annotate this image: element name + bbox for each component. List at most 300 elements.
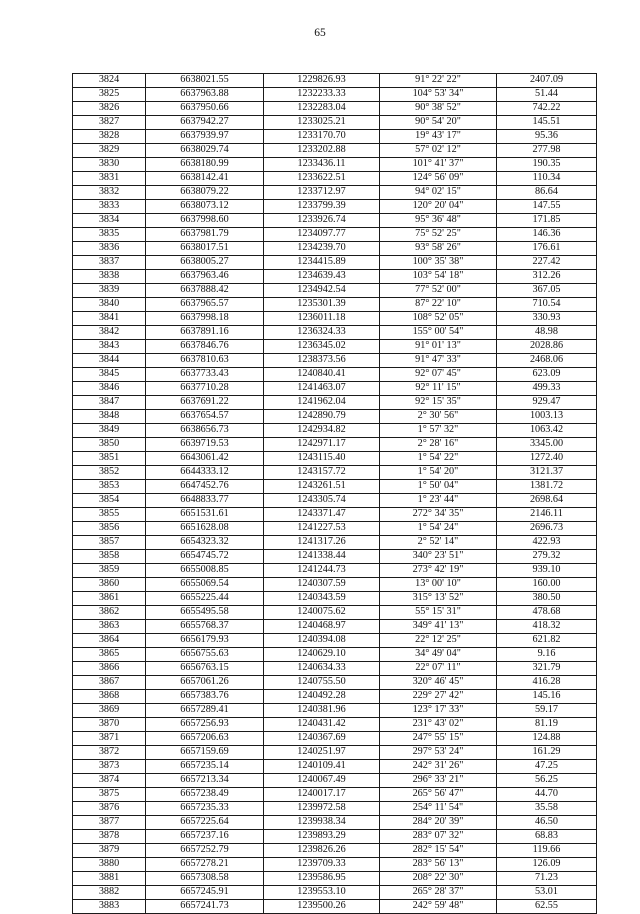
point-number-cell: 3842	[73, 326, 146, 340]
point-number-cell: 3878	[73, 830, 146, 844]
bearing-cell: 273° 42' 19"	[380, 564, 497, 578]
bearing-cell: 1° 54' 24"	[380, 522, 497, 536]
bearing-cell: 155° 00' 54"	[380, 326, 497, 340]
y-coordinate-cell: 1240492.28	[264, 690, 380, 704]
bearing-cell: 283° 56' 13"	[380, 858, 497, 872]
table-row	[73, 144, 597, 158]
distance-cell: 3121.37	[497, 466, 597, 480]
x-coordinate-cell: 6638656.73	[146, 424, 264, 438]
x-coordinate-cell: 6655495.58	[146, 606, 264, 620]
point-number-cell: 3847	[73, 396, 146, 410]
x-coordinate-cell: 6657256.93	[146, 718, 264, 732]
bearing-cell: 91° 47' 33"	[380, 354, 497, 368]
bearing-cell: 95° 36' 48"	[380, 214, 497, 228]
y-coordinate-cell: 1236324.33	[264, 326, 380, 340]
y-coordinate-cell: 1240307.59	[264, 578, 380, 592]
point-number-cell: 3840	[73, 298, 146, 312]
x-coordinate-cell: 6657245.91	[146, 886, 264, 900]
point-number-cell: 3867	[73, 676, 146, 690]
point-number-cell: 3826	[73, 102, 146, 116]
x-coordinate-cell: 6657213.34	[146, 774, 264, 788]
table-row	[73, 816, 597, 830]
y-coordinate-cell: 1241338.44	[264, 550, 380, 564]
table-row	[73, 326, 597, 340]
table-row	[73, 508, 597, 522]
bearing-cell: 1° 23' 44"	[380, 494, 497, 508]
distance-cell: 86.64	[497, 186, 597, 200]
table-row	[73, 494, 597, 508]
distance-cell: 623.09	[497, 368, 597, 382]
bearing-cell: 92° 15' 35"	[380, 396, 497, 410]
table-row	[73, 270, 597, 284]
point-number-cell: 3848	[73, 410, 146, 424]
table-row	[73, 718, 597, 732]
point-number-cell: 3834	[73, 214, 146, 228]
x-coordinate-cell: 6644333.12	[146, 466, 264, 480]
table-row	[73, 746, 597, 760]
bearing-cell: 272° 34' 35"	[380, 508, 497, 522]
y-coordinate-cell: 1234639.43	[264, 270, 380, 284]
distance-cell: 422.93	[497, 536, 597, 550]
bearing-cell: 93° 58' 26"	[380, 242, 497, 256]
point-number-cell: 3841	[73, 312, 146, 326]
x-coordinate-cell: 6638073.12	[146, 200, 264, 214]
table-row	[73, 760, 597, 774]
point-number-cell: 3849	[73, 424, 146, 438]
x-coordinate-cell: 6637888.42	[146, 284, 264, 298]
table-row	[73, 172, 597, 186]
point-number-cell: 3859	[73, 564, 146, 578]
bearing-cell: 320° 46' 45"	[380, 676, 497, 690]
x-coordinate-cell: 6655768.37	[146, 620, 264, 634]
table-row	[73, 648, 597, 662]
y-coordinate-cell: 1239586.95	[264, 872, 380, 886]
point-number-cell: 3862	[73, 606, 146, 620]
y-coordinate-cell: 1239709.33	[264, 858, 380, 872]
point-number-cell: 3829	[73, 144, 146, 158]
bearing-cell: 296° 33' 21"	[380, 774, 497, 788]
point-number-cell: 3832	[73, 186, 146, 200]
bearing-cell: 19° 43' 17"	[380, 130, 497, 144]
x-coordinate-cell: 6637998.60	[146, 214, 264, 228]
distance-cell: 380.50	[497, 592, 597, 606]
table-row	[73, 284, 597, 298]
table-row	[73, 74, 597, 88]
x-coordinate-cell: 6638180.99	[146, 158, 264, 172]
distance-cell: 742.22	[497, 102, 597, 116]
point-number-cell: 3851	[73, 452, 146, 466]
table-row	[73, 298, 597, 312]
bearing-cell: 91° 22' 22"	[380, 74, 497, 88]
x-coordinate-cell: 6655008.85	[146, 564, 264, 578]
table-row	[73, 228, 597, 242]
point-number-cell: 3879	[73, 844, 146, 858]
x-coordinate-cell: 6657235.14	[146, 760, 264, 774]
distance-cell: 2698.64	[497, 494, 597, 508]
x-coordinate-cell: 6637965.57	[146, 298, 264, 312]
point-number-cell: 3875	[73, 788, 146, 802]
y-coordinate-cell: 1240343.59	[264, 592, 380, 606]
table-row	[73, 480, 597, 494]
distance-cell: 1063.42	[497, 424, 597, 438]
point-number-cell: 3873	[73, 760, 146, 774]
x-coordinate-cell: 6657206.63	[146, 732, 264, 746]
point-number-cell: 3838	[73, 270, 146, 284]
x-coordinate-cell: 6657289.41	[146, 704, 264, 718]
table-row	[73, 102, 597, 116]
x-coordinate-cell: 6657225.64	[146, 816, 264, 830]
table-row	[73, 368, 597, 382]
table-row	[73, 886, 597, 900]
bearing-cell: 1° 54' 20"	[380, 466, 497, 480]
bearing-cell: 90° 38' 52"	[380, 102, 497, 116]
table-row	[73, 858, 597, 872]
x-coordinate-cell: 6657238.49	[146, 788, 264, 802]
table-row	[73, 606, 597, 620]
distance-cell: 95.36	[497, 130, 597, 144]
bearing-cell: 87° 22' 10"	[380, 298, 497, 312]
point-number-cell: 3830	[73, 158, 146, 172]
point-number-cell: 3865	[73, 648, 146, 662]
point-number-cell: 3864	[73, 634, 146, 648]
x-coordinate-cell: 6656755.63	[146, 648, 264, 662]
point-number-cell: 3852	[73, 466, 146, 480]
distance-cell: 110.34	[497, 172, 597, 186]
distance-cell: 1003.13	[497, 410, 597, 424]
bearing-cell: 123° 17' 33"	[380, 704, 497, 718]
y-coordinate-cell: 1241962.04	[264, 396, 380, 410]
distance-cell: 145.51	[497, 116, 597, 130]
table-row	[73, 676, 597, 690]
distance-cell: 939.10	[497, 564, 597, 578]
distance-cell: 929.47	[497, 396, 597, 410]
point-number-cell: 3846	[73, 382, 146, 396]
distance-cell: 416.28	[497, 676, 597, 690]
distance-cell: 126.09	[497, 858, 597, 872]
distance-cell: 2407.09	[497, 74, 597, 88]
bearing-cell: 75° 52' 25"	[380, 228, 497, 242]
bearing-cell: 254° 11' 54"	[380, 802, 497, 816]
x-coordinate-cell: 6647452.76	[146, 480, 264, 494]
bearing-cell: 283° 07' 32"	[380, 830, 497, 844]
table-row	[73, 396, 597, 410]
bearing-cell: 91° 01' 13"	[380, 340, 497, 354]
bearing-cell: 94° 02' 15"	[380, 186, 497, 200]
point-number-cell: 3877	[73, 816, 146, 830]
distance-cell: 478.68	[497, 606, 597, 620]
point-number-cell: 3868	[73, 690, 146, 704]
table-row	[73, 214, 597, 228]
y-coordinate-cell: 1234097.77	[264, 228, 380, 242]
x-coordinate-cell: 6654745.72	[146, 550, 264, 564]
y-coordinate-cell: 1242934.82	[264, 424, 380, 438]
distance-cell: 53.01	[497, 886, 597, 900]
distance-cell: 321.79	[497, 662, 597, 676]
y-coordinate-cell: 1234415.89	[264, 256, 380, 270]
distance-cell: 499.33	[497, 382, 597, 396]
x-coordinate-cell: 6657159.69	[146, 746, 264, 760]
table-row	[73, 340, 597, 354]
distance-cell: 190.35	[497, 158, 597, 172]
y-coordinate-cell: 1232233.33	[264, 88, 380, 102]
x-coordinate-cell: 6637733.43	[146, 368, 264, 382]
distance-cell: 2468.06	[497, 354, 597, 368]
table-row	[73, 634, 597, 648]
point-number-cell: 3839	[73, 284, 146, 298]
y-coordinate-cell: 1240840.41	[264, 368, 380, 382]
table-row	[73, 704, 597, 718]
bearing-cell: 315° 13' 52"	[380, 592, 497, 606]
table-row	[73, 900, 597, 914]
x-coordinate-cell: 6655225.44	[146, 592, 264, 606]
x-coordinate-cell: 6638005.27	[146, 256, 264, 270]
x-coordinate-cell: 6637942.27	[146, 116, 264, 130]
x-coordinate-cell: 6638021.55	[146, 74, 264, 88]
bearing-cell: 1° 50' 04"	[380, 480, 497, 494]
x-coordinate-cell: 6657237.16	[146, 830, 264, 844]
distance-cell: 2146.11	[497, 508, 597, 522]
bearing-cell: 229° 27' 42"	[380, 690, 497, 704]
bearing-cell: 104° 53' 34"	[380, 88, 497, 102]
point-number-cell: 3836	[73, 242, 146, 256]
y-coordinate-cell: 1234942.54	[264, 284, 380, 298]
distance-cell: 46.50	[497, 816, 597, 830]
y-coordinate-cell: 1239938.34	[264, 816, 380, 830]
table-row	[73, 872, 597, 886]
distance-cell: 147.55	[497, 200, 597, 214]
x-coordinate-cell: 6657252.79	[146, 844, 264, 858]
distance-cell: 3345.00	[497, 438, 597, 452]
point-number-cell: 3853	[73, 480, 146, 494]
table-row	[73, 690, 597, 704]
y-coordinate-cell: 1234239.70	[264, 242, 380, 256]
table-row	[73, 536, 597, 550]
point-number-cell: 3831	[73, 172, 146, 186]
distance-cell: 171.85	[497, 214, 597, 228]
coordinates-table	[72, 73, 597, 914]
bearing-cell: 208° 22' 30"	[380, 872, 497, 886]
y-coordinate-cell: 1240431.42	[264, 718, 380, 732]
table-row	[73, 424, 597, 438]
x-coordinate-cell: 6637963.88	[146, 88, 264, 102]
distance-cell: 418.32	[497, 620, 597, 634]
point-number-cell: 3880	[73, 858, 146, 872]
y-coordinate-cell: 1240367.69	[264, 732, 380, 746]
bearing-cell: 22° 07' 11"	[380, 662, 497, 676]
y-coordinate-cell: 1233622.51	[264, 172, 380, 186]
bearing-cell: 22° 12' 25"	[380, 634, 497, 648]
x-coordinate-cell: 6637963.46	[146, 270, 264, 284]
point-number-cell: 3844	[73, 354, 146, 368]
x-coordinate-cell: 6637691.22	[146, 396, 264, 410]
table-row	[73, 158, 597, 172]
x-coordinate-cell: 6639719.53	[146, 438, 264, 452]
table-row	[73, 732, 597, 746]
point-number-cell: 3858	[73, 550, 146, 564]
y-coordinate-cell: 1243261.51	[264, 480, 380, 494]
bearing-cell: 108° 52' 05"	[380, 312, 497, 326]
y-coordinate-cell: 1236011.18	[264, 312, 380, 326]
distance-cell: 119.66	[497, 844, 597, 858]
distance-cell: 1381.72	[497, 480, 597, 494]
y-coordinate-cell: 1239972.58	[264, 802, 380, 816]
y-coordinate-cell: 1241463.07	[264, 382, 380, 396]
point-number-cell: 3833	[73, 200, 146, 214]
y-coordinate-cell: 1233025.21	[264, 116, 380, 130]
distance-cell: 227.42	[497, 256, 597, 270]
point-number-cell: 3872	[73, 746, 146, 760]
point-number-cell: 3845	[73, 368, 146, 382]
distance-cell: 330.93	[497, 312, 597, 326]
x-coordinate-cell: 6637846.76	[146, 340, 264, 354]
x-coordinate-cell: 6657308.58	[146, 872, 264, 886]
point-number-cell: 3863	[73, 620, 146, 634]
y-coordinate-cell: 1239826.26	[264, 844, 380, 858]
table-row	[73, 382, 597, 396]
bearing-cell: 1° 57' 32"	[380, 424, 497, 438]
bearing-cell: 34° 49' 04"	[380, 648, 497, 662]
distance-cell: 710.54	[497, 298, 597, 312]
bearing-cell: 282° 15' 54"	[380, 844, 497, 858]
point-number-cell: 3850	[73, 438, 146, 452]
x-coordinate-cell: 6637998.18	[146, 312, 264, 326]
bearing-cell: 124° 56' 09"	[380, 172, 497, 186]
point-number-cell: 3870	[73, 718, 146, 732]
y-coordinate-cell: 1240017.17	[264, 788, 380, 802]
y-coordinate-cell: 1243305.74	[264, 494, 380, 508]
x-coordinate-cell: 6657061.26	[146, 676, 264, 690]
distance-cell: 71.23	[497, 872, 597, 886]
distance-cell: 312.26	[497, 270, 597, 284]
table-row	[73, 242, 597, 256]
bearing-cell: 231° 43' 02"	[380, 718, 497, 732]
y-coordinate-cell: 1240468.97	[264, 620, 380, 634]
point-number-cell: 3837	[73, 256, 146, 270]
coordinates-table-body	[73, 74, 597, 914]
x-coordinate-cell: 6643061.42	[146, 452, 264, 466]
y-coordinate-cell: 1236345.02	[264, 340, 380, 354]
x-coordinate-cell: 6651628.08	[146, 522, 264, 536]
point-number-cell: 3857	[73, 536, 146, 550]
bearing-cell: 92° 07' 45"	[380, 368, 497, 382]
x-coordinate-cell: 6637810.63	[146, 354, 264, 368]
y-coordinate-cell: 1239893.29	[264, 830, 380, 844]
y-coordinate-cell: 1239553.10	[264, 886, 380, 900]
y-coordinate-cell: 1240067.49	[264, 774, 380, 788]
bearing-cell: 57° 02' 12"	[380, 144, 497, 158]
y-coordinate-cell: 1243157.72	[264, 466, 380, 480]
bearing-cell: 92° 11' 15"	[380, 382, 497, 396]
point-number-cell: 3828	[73, 130, 146, 144]
x-coordinate-cell: 6637891.16	[146, 326, 264, 340]
point-number-cell: 3874	[73, 774, 146, 788]
x-coordinate-cell: 6651531.61	[146, 508, 264, 522]
bearing-cell: 100° 35' 38"	[380, 256, 497, 270]
distance-cell: 47.25	[497, 760, 597, 774]
point-number-cell: 3854	[73, 494, 146, 508]
bearing-cell: 242° 31' 26"	[380, 760, 497, 774]
distance-cell: 2028.86	[497, 340, 597, 354]
distance-cell: 277.98	[497, 144, 597, 158]
distance-cell: 81.19	[497, 718, 597, 732]
x-coordinate-cell: 6648833.77	[146, 494, 264, 508]
point-number-cell: 3876	[73, 802, 146, 816]
table-row	[73, 592, 597, 606]
point-number-cell: 3860	[73, 578, 146, 592]
y-coordinate-cell: 1235301.39	[264, 298, 380, 312]
y-coordinate-cell: 1233170.70	[264, 130, 380, 144]
x-coordinate-cell: 6637710.28	[146, 382, 264, 396]
bearing-cell: 242° 59' 48"	[380, 900, 497, 914]
y-coordinate-cell: 1242890.79	[264, 410, 380, 424]
y-coordinate-cell: 1241317.26	[264, 536, 380, 550]
bearing-cell: 349° 41' 13"	[380, 620, 497, 634]
table-row	[73, 620, 597, 634]
y-coordinate-cell: 1240109.41	[264, 760, 380, 774]
y-coordinate-cell: 1233202.88	[264, 144, 380, 158]
y-coordinate-cell: 1233712.97	[264, 186, 380, 200]
bearing-cell: 340° 23' 51"	[380, 550, 497, 564]
y-coordinate-cell: 1233926.74	[264, 214, 380, 228]
x-coordinate-cell: 6638017.51	[146, 242, 264, 256]
y-coordinate-cell: 1239500.26	[264, 900, 380, 914]
x-coordinate-cell: 6637654.57	[146, 410, 264, 424]
x-coordinate-cell: 6638142.41	[146, 172, 264, 186]
y-coordinate-cell: 1240755.50	[264, 676, 380, 690]
bearing-cell: 101° 41' 37"	[380, 158, 497, 172]
bearing-cell: 90° 54' 20"	[380, 116, 497, 130]
table-row	[73, 256, 597, 270]
distance-cell: 56.25	[497, 774, 597, 788]
y-coordinate-cell: 1241244.73	[264, 564, 380, 578]
distance-cell: 145.16	[497, 690, 597, 704]
bearing-cell: 2° 28' 16"	[380, 438, 497, 452]
y-coordinate-cell: 1240394.08	[264, 634, 380, 648]
x-coordinate-cell: 6657235.33	[146, 802, 264, 816]
bearing-cell: 2° 52' 14"	[380, 536, 497, 550]
table-row	[73, 354, 597, 368]
x-coordinate-cell: 6657278.21	[146, 858, 264, 872]
distance-cell: 1272.40	[497, 452, 597, 466]
table-row	[73, 788, 597, 802]
point-number-cell: 3882	[73, 886, 146, 900]
table-row	[73, 88, 597, 102]
distance-cell: 9.16	[497, 648, 597, 662]
bearing-cell: 1° 54' 22"	[380, 452, 497, 466]
y-coordinate-cell: 1229826.93	[264, 74, 380, 88]
y-coordinate-cell: 1233799.39	[264, 200, 380, 214]
point-number-cell: 3835	[73, 228, 146, 242]
table-row	[73, 564, 597, 578]
y-coordinate-cell: 1240381.96	[264, 704, 380, 718]
y-coordinate-cell: 1241227.53	[264, 522, 380, 536]
bearing-cell: 55° 15' 31"	[380, 606, 497, 620]
bearing-cell: 77° 52' 00"	[380, 284, 497, 298]
table-row	[73, 550, 597, 564]
table-row	[73, 578, 597, 592]
y-coordinate-cell: 1233436.11	[264, 158, 380, 172]
table-row	[73, 522, 597, 536]
point-number-cell: 3824	[73, 74, 146, 88]
distance-cell: 59.17	[497, 704, 597, 718]
point-number-cell: 3869	[73, 704, 146, 718]
y-coordinate-cell: 1240251.97	[264, 746, 380, 760]
table-row	[73, 466, 597, 480]
y-coordinate-cell: 1242971.17	[264, 438, 380, 452]
table-row	[73, 200, 597, 214]
table-row	[73, 186, 597, 200]
table-row	[73, 802, 597, 816]
